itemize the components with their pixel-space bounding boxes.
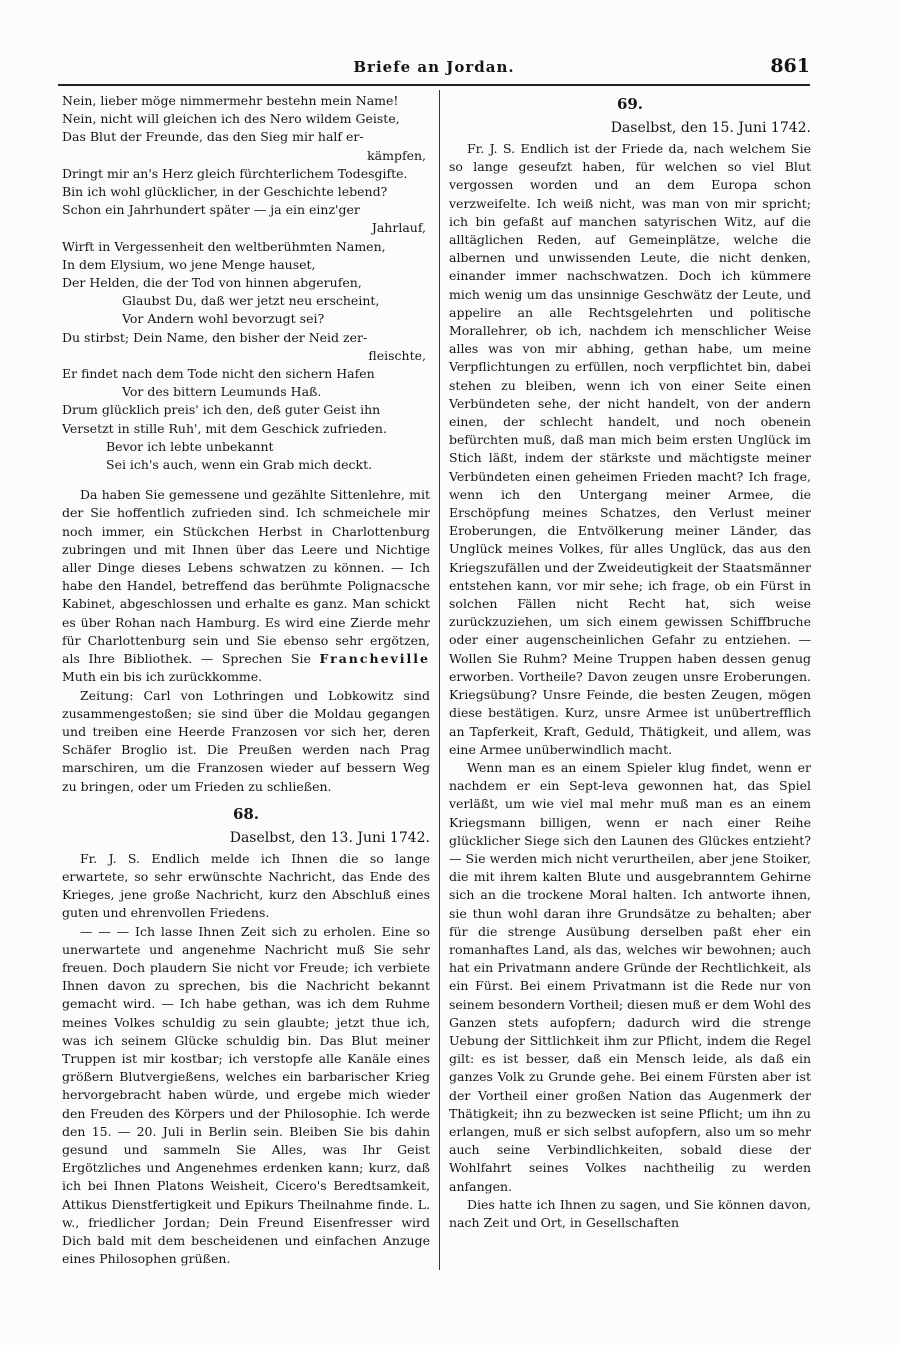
poem-line: Sei ich's auch, wenn ein Grab mich deckt.: [106, 457, 373, 473]
poem-line: Du stirbst; Dein Name, den bisher der Neid zer-: [62, 329, 368, 345]
paragraph-text: Da haben Sie gemessene und gezählte Sittenlehre, mit der Sie hoffentlich zufrieden sind. Ich schmeichele mir noch immer, ein Stückchen Herbst in Charlottenburg zubringen und mit Ihnen über das Leere und Nichtige aller Dinge dieses Lebens schwatzen zu können. — Ich habe den Handel, betreffend das berühmte Polignacsche Kabinet, abgeschlossen und erhalte es ganz. Man schickt es über Rohan nach Hamburg. Es wird eine Zierde mehr für Charlottenburg sein und Sie ebenso sehr ergötzen, als Ihre Bibliothek. — Sprechen Sie: [62, 487, 430, 667]
paragraph: [62, 486, 430, 686]
poem-line: kämpfen,: [367, 147, 426, 163]
poem-line: Schon ein Jahrhundert später — ja ein einz'ger: [62, 202, 360, 218]
poem-line: Versetzt in stille Ruh', mit dem Geschick zufrieden.: [62, 420, 387, 436]
header-rule: [58, 84, 810, 86]
poem-line: Dringt mir an's Herz gleich fürchterlichem Todesgifte.: [62, 165, 408, 181]
poem-line: Bin ich wohl glücklicher, in der Geschichte lebend?: [62, 184, 388, 200]
paragraph: Fr. J. S. Endlich melde ich Ihnen die so lange erwartete, so sehr erwünschte Nachricht, das Ende des Krieges, jene große Nachricht, kurz den Abschluß eines guten und ehrenvollen Friedens.: [62, 850, 430, 921]
poem-line: Er findet nach dem Tode nicht den sichern Hafen: [62, 366, 375, 382]
poem-line: Drum glücklich preis' ich den, deß guter Geist ihn: [62, 402, 381, 418]
poem-line: Glaubst Du, daß wer jetzt neu erscheint,: [122, 293, 380, 309]
column-divider: [439, 90, 440, 1270]
poem-line: In dem Elysium, wo jene Menge hauset,: [62, 256, 316, 272]
poem-line: Jahrlauf,: [371, 220, 426, 236]
paragraph: — — — Ich lasse Ihnen Zeit sich zu erholen. Eine so unerwartete und angenehme Nachricht muß Sie sehr freuen. Doch plaudern Sie nicht vor Freude; ich verbiete Ihnen davon zu sprechen, bis die Nachricht bekannt gemacht wird. — Ich habe gethan, was ich dem Ruhme meines Volkes schuldig zu sein glaubte; jetzt thue ich, was ich seinem Glücke schuldig bin. Das Blut meiner Truppen ist mir kostbar; ich verstopfe alle Kanäle eines größern Blutvergießens, welches ein barbarischer Krieg hervorgebracht haben würde, und ergebe mich wieder den Freuden des Körpers und der Philosophie. Ich werde den 15. — 20. Juli in Berlin sein. Bleiben Sie bis dahin gesund und sammeln Sie Alles, was Ihr Geist Ergötzliches und Angenehmes erdenken kann; kurz, daß ich bei Ihnen Platons Weisheit, Cicero's Beredtsamkeit, Attikus Dienstfertigkeit und Epikurs Theilnahme finde. L. w., friedlicher Jordan; Dein Freund Eisenfresser wird Dich bald mit dem bescheidenen und einfachen Anzuge eines Philosophen grüßen.: [62, 923, 430, 1267]
poem-line: Wirft in Vergessenheit den weltberühmten Namen,: [62, 238, 386, 254]
paragraph: Wenn man es an einem Spieler klug findet, wenn er nachdem er ein Sept-leva gewonnen hat, das Spiel verläßt, um wie viel mal mehr muß man es an einem Kriegsmann billigen, wenn er nach einer Reihe glücklicher Siege sich den Launen des Glückes entzieht? — Sie werden mich nicht verurtheilen, aber jene Stoiker, die mit ihrem kalten Blute und ausgebranntem Gehirne sich an die trockene Moral halten. Ich antworte ihnen, sie thun wohl daran ihre Grundsätze zu behalten; aber für die strenge Ausübung derselben paßt eher ein romanhaftes Land, als das, welches wir bewohnen; auch hat ein Privatmann andere Gründe der Rechtlichkeit, als ein Fürst. Bei einem Privatmann ist die Rede nur von seinem besondern Vortheil; diesen muß er dem Wohl des Ganzen stets aufopfern; dadurch wird die strenge Uebung der Sittlichkeit ihm zur Pflicht, indem die Regel gilt: es ist besser, daß ein Mensch leide, als daß ein ganzes Volk zu Grunde gehe. Bei einem Fürsten aber ist der Vortheil einer großen Nation das Augenmerk der Thätigkeit; ihn zu bezwecken ist seine Pflicht; um ihn zu erlangen, muß er sich selbst aufopfern, also um so mehr auch seine Verbindlichkeiten, sobald diese der Wohlfahrt seines Volkes nachtheilig zu werden anfangen.: [449, 759, 811, 1194]
poem-line: Vor Andern wohl bevorzugt sei?: [122, 311, 325, 327]
poem-line: Nein, lieber möge nimmermehr bestehn mein Name!: [62, 93, 399, 108]
dateline: Daselbst, den 13. Juni 1742.: [229, 829, 430, 846]
paragraph-text: Muth ein bis ich zurückkomme.: [62, 669, 263, 685]
poem-line: Nein, nicht will gleichen ich des Nero wildem Geiste,: [62, 111, 400, 127]
dateline: Daselbst, den 15. Juni 1742.: [610, 120, 811, 136]
poem-line: Bevor ich lebte unbekannt: [106, 438, 274, 454]
running-title: Briefe an Jordan.: [353, 58, 515, 76]
emphasized-name: Francheville: [319, 651, 430, 667]
paragraph: Dies hatte ich Ihnen zu sagen, und Sie können davon, nach Zeit und Ort, in Gesellschaften: [449, 1196, 811, 1230]
left-column: [62, 92, 430, 1268]
poem-line: fleischte,: [368, 347, 426, 363]
paragraph: Zeitung: Carl von Lothringen und Lobkowitz sind zusammengestoßen; sie sind über die Moldau gegangen und treiben eine Heerde Franzosen vor sich her, deren Schäfer Broglio ist. Die Preußen werden nach Prag marschiren, um die Franzosen wieder auf bessern Weg zu bringen, oder um Frieden zu schließen.: [62, 687, 430, 794]
letter-number: 68.: [232, 804, 260, 823]
poem-line: Vor des bittern Leumunds Haß.: [122, 384, 322, 400]
letter-number: 69.: [616, 95, 644, 113]
paragraph: Fr. J. S. Endlich ist der Friede da, nach welchem Sie so lange geseufzt haben, für welchen so viel Blut vergossen worden und an dem Europa schon verzweifelte. Ich weiß nicht, was man von mir spricht; ich bin gefaßt auf manchen satyrischen Witz, auf die alltäglichen Reden, auf Gemeinplätze, welche die albernen und unwissenden Leute, die nicht denken, einander immer nachschwatzen. Doch ich kümmere mich wenig um das unsinnige Geschwätz der Leute, und appelire an alle Rechtsgelehrten und politische Morallehrer, ob ich, nachdem ich menschlicher Weise alles was von mir abhing, gethan habe, um meine Verpflichtungen zu erfüllen, noch verpflichtet bin, dabei stehen zu bleiben, wenn ich von einer Seite einen Verbündeten sehe, der nicht handelt, von der andern einen, der schlecht handelt, und noch obenein befürchten muß, daß man mich beim ersten Unglück im Stich läßt, indem der stärkste und mächtigste meiner Verbündeten einen geheimen Frieden macht? Ich frage, wenn ich den Untergang meiner Armee, die Erschöpfung meines Schatzes, den Verlust meiner Eroberungen, die Entvölkerung meiner Länder, das Unglück meines Volkes, für alles Unglück, das aus den Kriegszufällen und der Zweideutigkeit der Staatsmänner entstehen kann, vor mir sehe; ich frage, ob ein Fürst in solchen Fällen nicht Recht hat, sich weise zurückzuziehen, um sich einem gewissen Schiffbruche oder einer augenscheinlichen Gefahr zu entziehen. — Wollen Sie Ruhm? Meine Truppen haben dessen genug erworben. Vortheile? Davon zeugen unsre Eroberungen. Kriegsübung? Unsre Feinde, die besten Zeugen, mögen diese bestätigen. Kurz, unsre Armee ist unübertrefflich an Tapferkeit, Kraft, Geduld, Thätigkeit, und allem, was eine Armee unüberwindlich macht.: [449, 141, 811, 757]
right-column: [449, 92, 811, 1232]
poem-line: Der Helden, die der Tod von hinnen abgerufen,: [62, 275, 362, 291]
page-header: [58, 52, 810, 86]
spacer: [62, 474, 430, 486]
poem-line: Das Blut der Freunde, das den Sieg mir half er-: [62, 129, 364, 145]
page-number: 861: [770, 55, 810, 77]
poem: [62, 92, 430, 474]
